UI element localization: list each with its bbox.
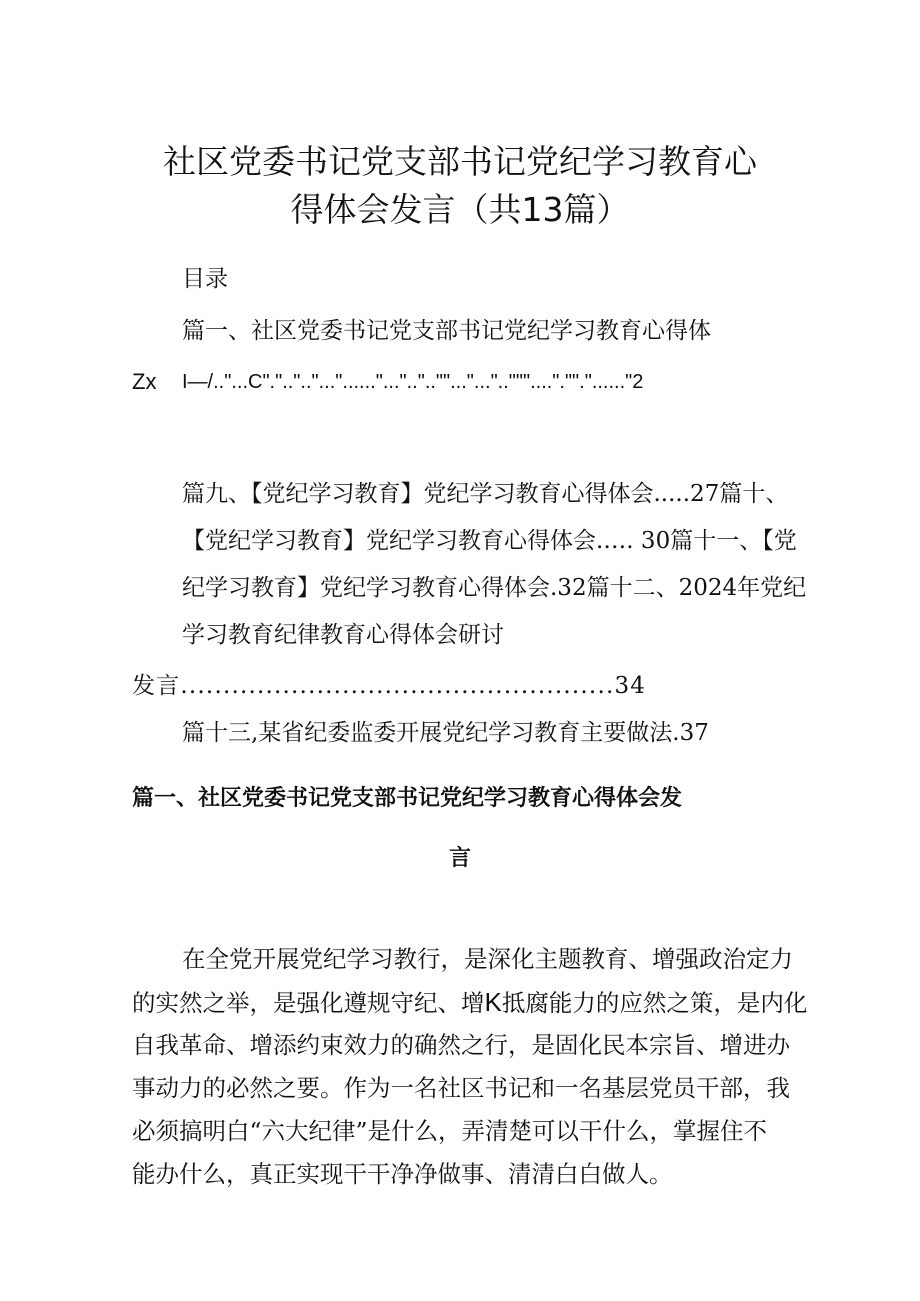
paragraph-line-6: 能办什么，真正实现干干净净做事、清清白白做人。 [132,1160,673,1188]
toc-entry-2-line3: 纪学习教育】党纪学习教育心得体会.32篇十二、2024年党纪 [182,575,807,601]
paragraph-line-4: 事动力的必然之要。作为一名社区书记和一名基层党员干部，我 [132,1074,790,1102]
toc-entry-3: 发言...................................................34 [132,673,647,699]
paragraph-line-1: 在全党开展党纪学习教行，是深化主题教育、增强政治定力 [182,945,793,973]
document-title-line2: 得体会发言（共13篇） [290,190,630,229]
paragraph-line-3: 自我革命、增添约束效力的确然之行，是固化民本宗旨、增进办 [132,1031,790,1059]
section-heading-line2: 言 [449,846,472,871]
section-heading-line1: 篇一、社区党委书记党支部书记党纪学习教育心得体会发 [132,786,683,811]
toc-entry-4: 篇十三,某省纪委监委开展党纪学习教育主要做法.37 [182,720,709,746]
toc-entry-2-line1: 篇九、【党纪学习教育】党纪学习教育心得体会.....27篇十、 [182,481,789,507]
toc-entry-1-prefix: Zx [132,369,157,394]
toc-entry-1: 篇一、社区党委书记党支部书记党纪学习教育心得体 [182,318,711,344]
document-title-line1: 社区党委书记党支部书记党纪学习教育心 [163,142,757,181]
toc-heading: 目录 [182,266,228,292]
paragraph-line-2 [132,987,807,1018]
toc-entry-2-line4: 学习教育纪律教育心得体会研讨 [182,622,504,648]
toc-entry-2-line2: 【党纪学习教育】党纪学习教育心得体会.…. 30篇十一、【党 [182,528,797,554]
paragraph-line-5: 必须搞明白“六大纪律”是什么，弄清楚可以干什么，掌握住不 [132,1117,768,1145]
toc-entry-1-leader: I—/.."...C"."..".."..."......"...".."..""..."...".."""....".""."......"2 [182,371,644,393]
paragraph-line-2-part-a: 的实然之举，是强化遵规守纪、增 [132,989,485,1017]
paragraph-line-2-part-b: 抵腐能力的应然之策，是内化 [501,989,808,1017]
paragraph-line-2-k: K [484,987,502,1017]
